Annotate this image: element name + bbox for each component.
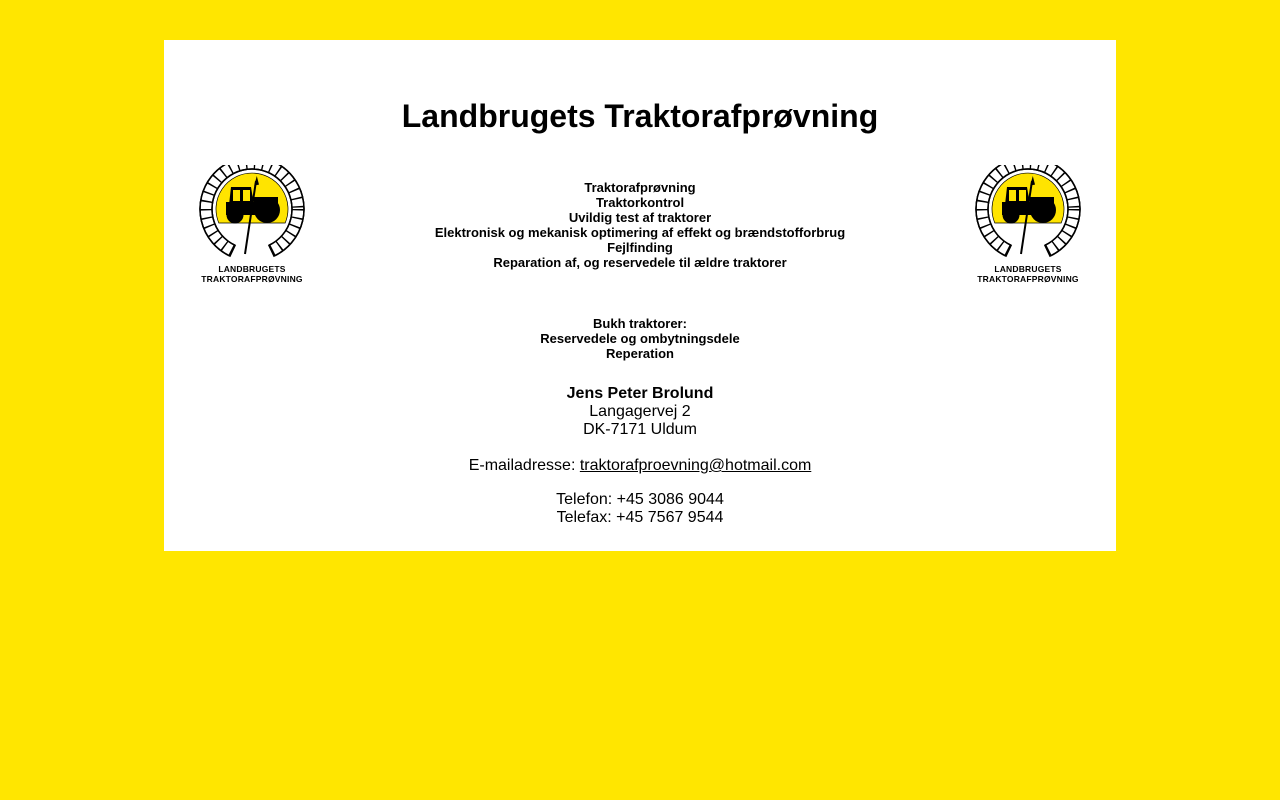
email-label: E-mailadresse:: [468, 457, 576, 474]
email-line: [164, 457, 1116, 475]
services-list: [340, 180, 940, 270]
email-link[interactable]: traktorafproevning@hotmail.com: [579, 457, 812, 474]
logo-caption: [977, 264, 1078, 284]
logo-left: [164, 165, 340, 284]
service-line: Uvildig test af traktorer: [568, 209, 712, 225]
logo-caption-line2: TRAKTORAFPRØVNING: [977, 274, 1079, 284]
fax-line: Telefax: +45 7567 9544: [556, 509, 724, 526]
service-line: Traktorkontrol: [595, 194, 685, 210]
logo-caption-line1: LANDBRUGETS: [218, 264, 286, 274]
contact-name: Jens Peter Brolund: [566, 385, 714, 402]
bukh-line: Bukh traktorer:: [593, 316, 687, 331]
contact-street: Langagervej 2: [589, 403, 691, 420]
logo-caption-line1: LANDBRUGETS: [994, 264, 1062, 274]
service-line: Elektronisk og mekanisk optimering af effekt og brændstofforbrug: [434, 224, 846, 240]
tractor-gauge-icon: [198, 165, 306, 261]
bukh-line: Reperation: [606, 346, 674, 361]
bukh-section: [164, 316, 1116, 361]
service-line: Reparation af, og reservedele til ældre traktorer: [493, 254, 787, 270]
service-line: Fejlfinding: [607, 239, 673, 255]
logo-right: [940, 165, 1116, 284]
page-title: Landbrugets Traktorafprøvning: [401, 98, 879, 134]
top-row: [164, 165, 1116, 284]
logo-caption: [201, 264, 302, 284]
logo-caption-line2: TRAKTORAFPRØVNING: [201, 274, 303, 284]
address-block: [164, 385, 1116, 439]
service-line: Traktorafprøvning: [584, 179, 696, 195]
phone-line: Telefon: +45 3086 9044: [556, 491, 724, 508]
content-card: [164, 40, 1116, 551]
contact-city: DK-7171 Uldum: [583, 421, 697, 438]
tractor-gauge-icon: [974, 165, 1082, 261]
bukh-line: Reservedele og ombytningsdele: [540, 331, 740, 346]
phone-block: [164, 491, 1116, 527]
